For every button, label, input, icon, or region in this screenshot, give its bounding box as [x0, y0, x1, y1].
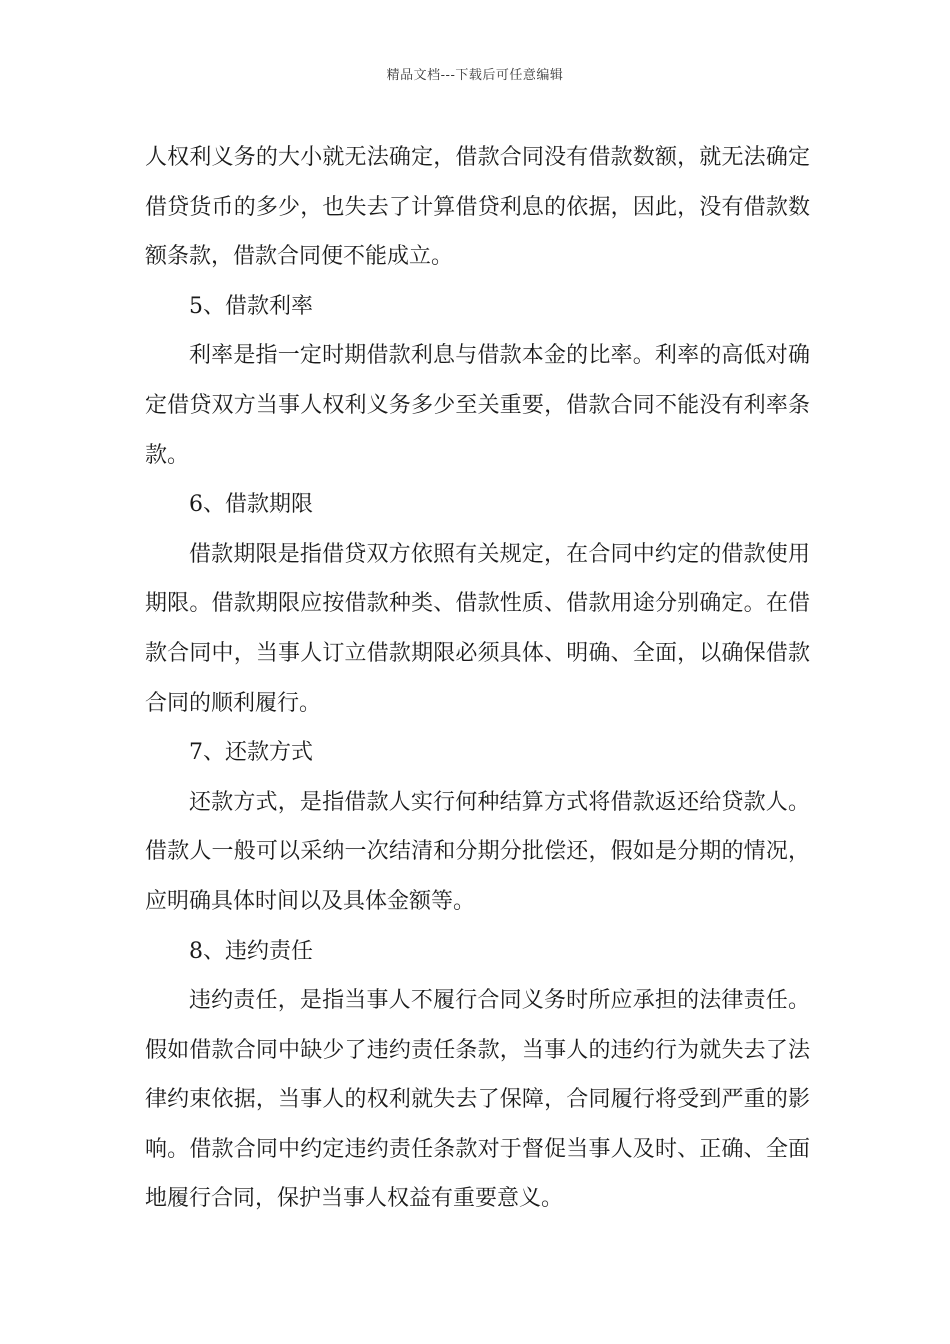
paragraph-interest-rate: 利率是指一定时期借款利息与借款本金的比率。利率的高低对确定借贷双方当事人权利义务多少至关重要，借款合同不能没有利率条款。: [145, 343, 810, 468]
paragraph-continuation: 人权利义务的大小就无法确定，借款合同没有借款数额，就无法确定借贷货币的多少，也失去了计算借贷利息的依据，因此，没有借款数额条款，借款合同便不能成立。: [145, 145, 810, 270]
paragraph-repayment-method: 还款方式，是指借款人实行何种结算方式将借款返还给贷款人。借款人一般可以采纳一次结清和分期分批偿还，假如是分期的情况，应明确具体时间以及具体金额等。: [145, 789, 810, 914]
section-heading-liability: 8、违约责任: [189, 938, 313, 964]
paragraph-liability: 违约责任，是指当事人不履行合同义务时所应承担的法律责任。假如借款合同中缺少了违约责任条款，当事人的违约行为就失去了法律约束依据，当事人的权利就失去了保障，合同履行将受到严重的影响。借款合同中约定违约责任条款对于督促当事人及时、正确、全面地履行合同，保护当事人权益有重要意义。: [145, 988, 810, 1212]
paragraph-loan-term: 借款期限是指借贷双方依照有关规定，在合同中约定的借款使用期限。借款期限应按借款种类、借款性质、借款用途分别确定。在借款合同中，当事人订立借款期限必须具体、明确、全面，以确保借款合同的顺利履行。: [145, 541, 810, 716]
page-header: 精品文档---下载后可任意编辑: [386, 68, 564, 83]
document-body: [145, 133, 810, 1224]
section-heading-loan-term: 6、借款期限: [189, 492, 313, 518]
section-heading-repayment-method: 7、还款方式: [189, 740, 313, 766]
section-heading-interest-rate: 5、借款利率: [189, 293, 313, 319]
